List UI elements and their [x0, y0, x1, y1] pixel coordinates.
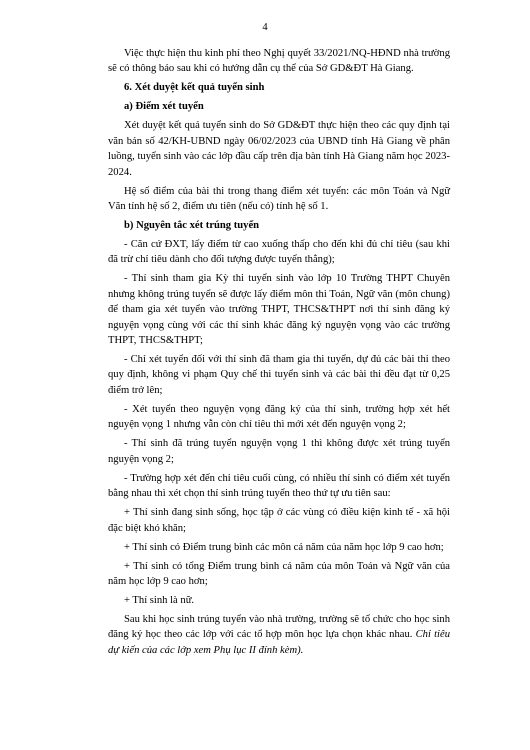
subsection-b-heading: b) Nguyên tắc xét trúng tuyển — [124, 220, 260, 232]
rule-item-5: - Thí sinh đã trúng tuyển nguyện vọng 1 thì không được xét trúng tuyển nguyện vọng 2; — [108, 438, 450, 465]
subsection-a-paragraph-1: Xét duyệt kết quả tuyển sinh do Sở GD&ĐT thực hiện theo các quy định tại văn bản số 42/KH-UBND ngày 06/02/2023 của UBND tỉnh Hà Giang về phân luồng, tuyển sinh vào các lớp đầu cấp trên địa bàn tỉnh Hà Giang năm học 2023-2024. — [108, 120, 450, 178]
closing-italic-note: Chỉ tiêu dự kiến của các lớp xem Phụ lục II đính kèm). — [108, 629, 451, 656]
priority-item-3: + Thí sinh có tổng Điểm trung bình cả năm của môn Toán và Ngữ văn của năm học lớp 9 cao hơn; — [108, 560, 450, 587]
rule-item-6: - Trường hợp xét đến chỉ tiêu cuối cùng, có nhiều thí sinh có điểm xét tuyển bằng nhau thì xét chọn thí sinh trúng tuyển theo thứ tự ưu tiên sau: — [108, 472, 450, 500]
closing-text: Sau khi học sinh trúng tuyển vào nhà trường, trường sẽ tổ chức cho học sinh đăng ký học theo các lớp với các tổ hợp môn học lựa chọn khác nhau. — [108, 613, 450, 641]
section-6-heading: 6. Xét duyệt kết quả tuyển sinh — [124, 82, 265, 94]
rule-item-4: - Xét tuyển theo nguyện vọng đăng ký của thí sinh, trường hợp xét hết nguyện vọng 1 nhưng vẫn còn chỉ tiêu thì mới xét đến nguyện vọng 2; — [108, 403, 450, 431]
page-number: 4 — [262, 22, 268, 33]
closing-paragraph — [108, 612, 450, 658]
subsection-a-paragraph-2: Hệ số điểm của bài thi trong thang điểm xét tuyển: các môn Toán và Ngữ Văn tính hệ số 2, điểm ưu tiên (nếu có) tính hệ số 1. — [108, 185, 450, 213]
subsection-a-heading: a) Điểm xét tuyển — [124, 101, 204, 113]
rule-item-2: - Thí sinh tham gia Kỳ thi tuyển sinh vào lớp 10 Trường THPT Chuyên nhưng không trúng tuyển sẽ được lấy điểm môn thi Toán, Ngữ văn (môn chung) để tham gia xét tuyển vào trường THPT, THCS&THPT nơi thí sinh đăng ký nguyện vọng cùng với các thí sinh khác đăng ký nguyện vọng vào các trường THPT, THCS&THPT; — [108, 273, 450, 347]
priority-item-4: + Thí sinh là nữ. — [124, 594, 195, 606]
fee-notice-paragraph: Việc thực hiện thu kinh phí theo Nghị quyết 33/2021/NQ-HĐND nhà trường sẽ có thông báo sau khi có hướng dẫn cụ thể của Sở GD&ĐT Hà Giang. — [108, 48, 450, 75]
document-body — [108, 46, 450, 662]
priority-item-2: + Thí sinh có Điểm trung bình các môn cả năm của năm học lớp 9 cao hơn; — [124, 541, 444, 553]
rule-item-1: - Căn cứ ĐXT, lấy điểm từ cao xuống thấp cho đến khi đủ chỉ tiêu (sau khi đã trừ chỉ tiêu dành cho đối tượng được tuyển thẳng); — [108, 239, 450, 266]
rule-item-3: - Chỉ xét tuyển đối với thí sinh đã tham gia thi tuyển, dự đủ các bài thi theo quy định, không vi phạm Quy chế thi tuyển sinh và các bài thi đều đạt từ 0,25 điểm trở lên; — [108, 354, 450, 396]
priority-item-1: + Thí sinh đang sinh sống, học tập ở các vùng có điều kiện kinh tế - xã hội đặc biệt khó khăn; — [108, 507, 450, 534]
